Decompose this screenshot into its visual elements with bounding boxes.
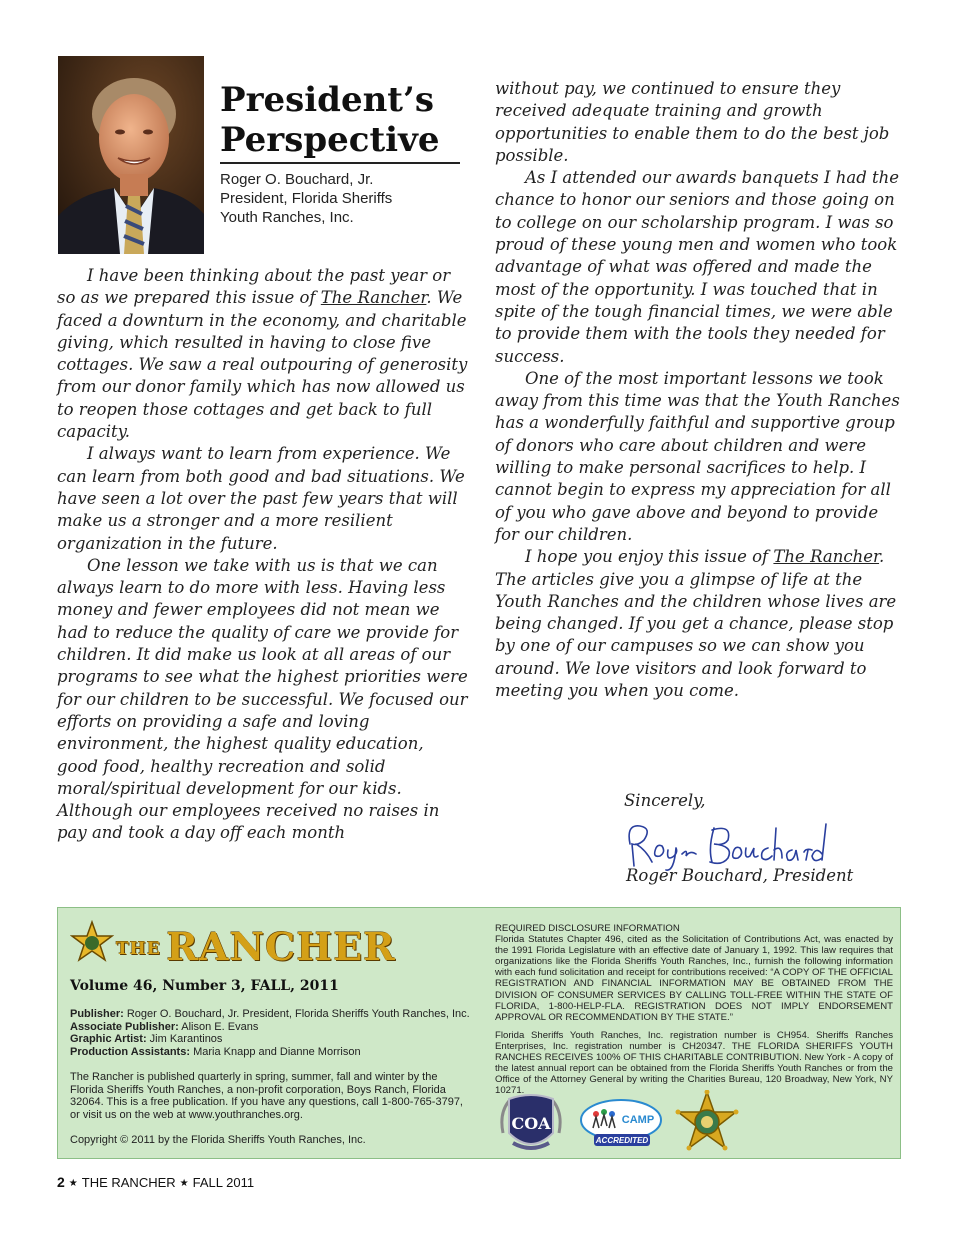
credit-production: Production Assistants: Maria Knapp and Dianne Morrison [70,1045,361,1058]
svg-text:CAMP: CAMP [621,1114,655,1126]
credit-publisher: Publisher: Roger O. Bouchard, Jr. President, Florida Sheriffs Youth Ranches, Inc. [70,1008,470,1020]
paragraph-4: As I attended our awards banquets I had the chance to honor our seniors and those going on to college on our scholarship program. I was so proud of these young men and women who took advantage of what was offered and made the most of the opportunity. I was touched that in spite of the tough financial times, we were able to provide them with the tools they needed for success. [495,168,900,366]
logo-name: RANCHER [166,924,396,969]
publication-title-reference-2: The Rancher [773,547,880,567]
disclosure-heading: REQUIRED DISCLOSURE INFORMATION [495,923,680,934]
paragraph-5: One of the most important lessons we took away from this time was that the Youth Ranches has a wonderfully faithful and supportive group of donors who care about children and were willing to make personal sacrifices to help. I cannot begin to express my appreciation for all of you who gave above and beyond to provide for our children. [495,368,900,544]
signer-name: Roger Bouchard, President [626,866,854,885]
masthead-box [57,907,901,1159]
article-column-left [57,265,469,845]
paragraph-6-text-b: . The articles give you a glimpse of life at the Youth Ranches and the children whose lives are being changed. If you get a chance, please stop by one of our campuses so we can show you around. We love visitors and look forward to meeting you when you come. [495,547,897,701]
disclosure-paragraph-1: Florida Statutes Chapter 496, cited as the Solicitation of Contributions Act, was enacted by the 1991 Florida Legislature with an effective date of January 1, 1992. This law requires that organizations like the Florida Sheriffs Youth Ranches, Inc., furnish the following information with each fund solicitation and receipt for contributions received: “A COPY OF THE OFFICIAL REGISTRATION AND FINANCIAL INFORMATION MAY BE OBTAINED FROM THE DIVISION OF CONSUMER SERVICES BY CALLING TOLL-FREE WITHIN THE STATE OF FLORIDA, 1-800-HELP-FLA. REGISTRATION DOES NOT IMPLY ENDORSEMENT APPROVAL OR RECOMMENDATION BY THE STATE.” [495,934,893,1023]
title-line-2: Perspective [220,120,440,160]
disclosure-paragraph-2: Florida Sheriffs Youth Ranches, Inc. registration number is CH954. Sheriffs Ranches Enterprises, Inc. registration number is CH20347. THE FLORIDA SHERIFFS YOUTH RANCHES RECEIVES 100% OF THIS CHARITABLE CONTRIBUTION. New York - A copy of the latest annual report can be obtained from the Florida Sheriffs Youth Ranches or from the Office of the Attorney General by writing the Charities Bureau, 120 Broadway, New York, NY 10271. [495,1029,893,1097]
star-logo-icon [70,920,114,964]
paragraph-3-continued: without pay, we continued to ensure they received adequate training and growth opportunities to enable them to do the best job possible. [495,79,890,165]
byline-name: Roger O. Bouchard, Jr. [220,171,374,188]
title-divider [220,162,460,164]
footer-issue: FALL 2011 [192,1175,255,1190]
credit-graphic-artist: Graphic Artist: Jim Karantinos [70,1033,223,1045]
volume-info: Volume 46, Number 3, FALL, 2011 [70,978,339,994]
byline-role: President, Florida Sheriffs [220,190,393,207]
paragraph-2: I always want to learn from experience. We can learn from both good and bad situations. We have seen a lot over the past few years that will make us a stronger and a more resilient organization in the future. [57,444,465,553]
author-byline [220,170,460,227]
footer-publication: THE RANCHER [81,1175,176,1190]
paragraph-6-text-a: I hope you enjoy this issue of [525,547,774,567]
svg-text:ACCREDITED: ACCREDITED [595,1136,649,1145]
page-number: 2 [57,1174,65,1190]
byline-org: Youth Ranches, Inc. [220,209,354,226]
paragraph-1-text-b: . We faced a downturn in the economy, and charitable giving, which resulted in having to close five cottages. We saw a real outpouring of generosity from our donor family which has now allowed us to reopen those cottages and get back to full capacity. [57,288,468,442]
title-line-1: President’s [220,80,434,120]
aca-accredited-icon [578,1098,664,1148]
article-column-right [495,78,907,702]
signature-image [622,814,832,874]
page-title [220,80,462,160]
star-icon: ★ [179,1178,189,1189]
paragraph-3-left: One lesson we take with us is that we can always learn to do more with less. Having less money and fewer employees did not mean we had to reduce the quality of care we provide for children. It did make us look at all areas of our programs to see what the highest priorities were for our children to be successful. We focused our efforts on providing a safe and loving environment, the highest quality education, good food, healthy recreation and solid moral/spiritual development for our kids. Although our employees received no raises in pay and took a day off each month [57,555,468,843]
logo-the: THE [116,939,161,959]
page-footer [57,1174,254,1190]
disclosure-information [495,923,893,1103]
closing: Sincerely, [624,791,706,810]
paragraph-1-text-a: I have been thinking about the past year or so as we prepared this issue of [57,266,451,308]
publication-title-reference: The Rancher [320,288,427,308]
publication-about: The Rancher is published quarterly in spring, summer, fall and winter by the Florida Sheriffs Youth Ranches, a non-profit corporation, Boys Ranch, Florida 32064. This is a free publication. If you have any questions, call 1-800-765-3797, or visit us on the web at www.youthranches.org. [70,1071,463,1121]
paragraph-6 [495,546,907,702]
copyright: Copyright © 2011 by the Florida Sheriffs Youth Ranches, Inc. [70,1134,366,1146]
svg-text:COA: COA [511,1114,551,1133]
president-photo [58,56,204,254]
rancher-logo [70,920,396,969]
sheriff-star-icon [674,1090,740,1156]
staff-credits [70,1008,470,1058]
coa-seal-icon [495,1093,567,1157]
logo-wordmark [116,924,396,969]
star-icon: ★ [68,1178,78,1189]
credit-associate-publisher: Associate Publisher: Alison E. Evans [70,1020,259,1033]
paragraph-1 [57,265,469,443]
